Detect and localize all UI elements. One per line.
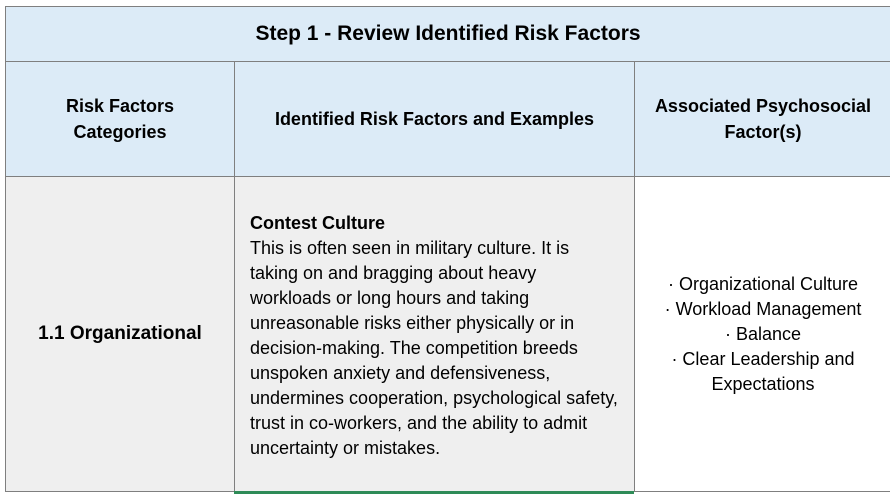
psychosocial-factor-item: · Organizational Culture <box>667 273 859 294</box>
header-col2-text: Identified Risk Factors and Examples <box>274 109 595 129</box>
header-col3-line2: Factor(s) <box>724 122 802 142</box>
psychosocial-factors-cell[interactable] <box>635 177 890 491</box>
table-title <box>5 6 890 62</box>
category-text: 1.1 Organizational <box>38 323 202 344</box>
risk-factor-title: Contest Culture <box>250 213 385 233</box>
risk-factor-cell[interactable] <box>235 177 635 491</box>
psychosocial-factor-item: · Balance <box>724 323 802 344</box>
table-title-text: Step 1 - Review Identified Risk Factors <box>255 22 641 45</box>
psychosocial-factor-item: · Clear Leadership and Expectations <box>671 348 855 394</box>
risk-factor-description: This is often seen in military culture. It is taking on and bragging about heavy workloads or long hours and taking unreasonable risks either physically or in decision-making. The competition breeds unspoken anxiety and defensiveness, undermines cooperation, psychological safety, trust in co-workers, and the ability to admit uncertainty or mistakes. <box>250 238 618 458</box>
header-col1-line2: Categories <box>73 122 167 142</box>
table-row <box>5 176 890 492</box>
header-associated-psychosocial-factors[interactable] <box>635 62 890 176</box>
header-risk-factor-categories[interactable] <box>6 62 235 176</box>
header-col1-line1: Risk Factors <box>65 96 175 116</box>
category-cell[interactable] <box>6 177 235 491</box>
psychosocial-factor-item: · Workload Management <box>664 298 862 319</box>
selected-cell-border <box>234 491 634 494</box>
header-col3-line1: Associated Psychosocial <box>654 96 872 116</box>
header-row <box>5 61 890 177</box>
header-identified-risk-factors[interactable] <box>235 62 635 176</box>
